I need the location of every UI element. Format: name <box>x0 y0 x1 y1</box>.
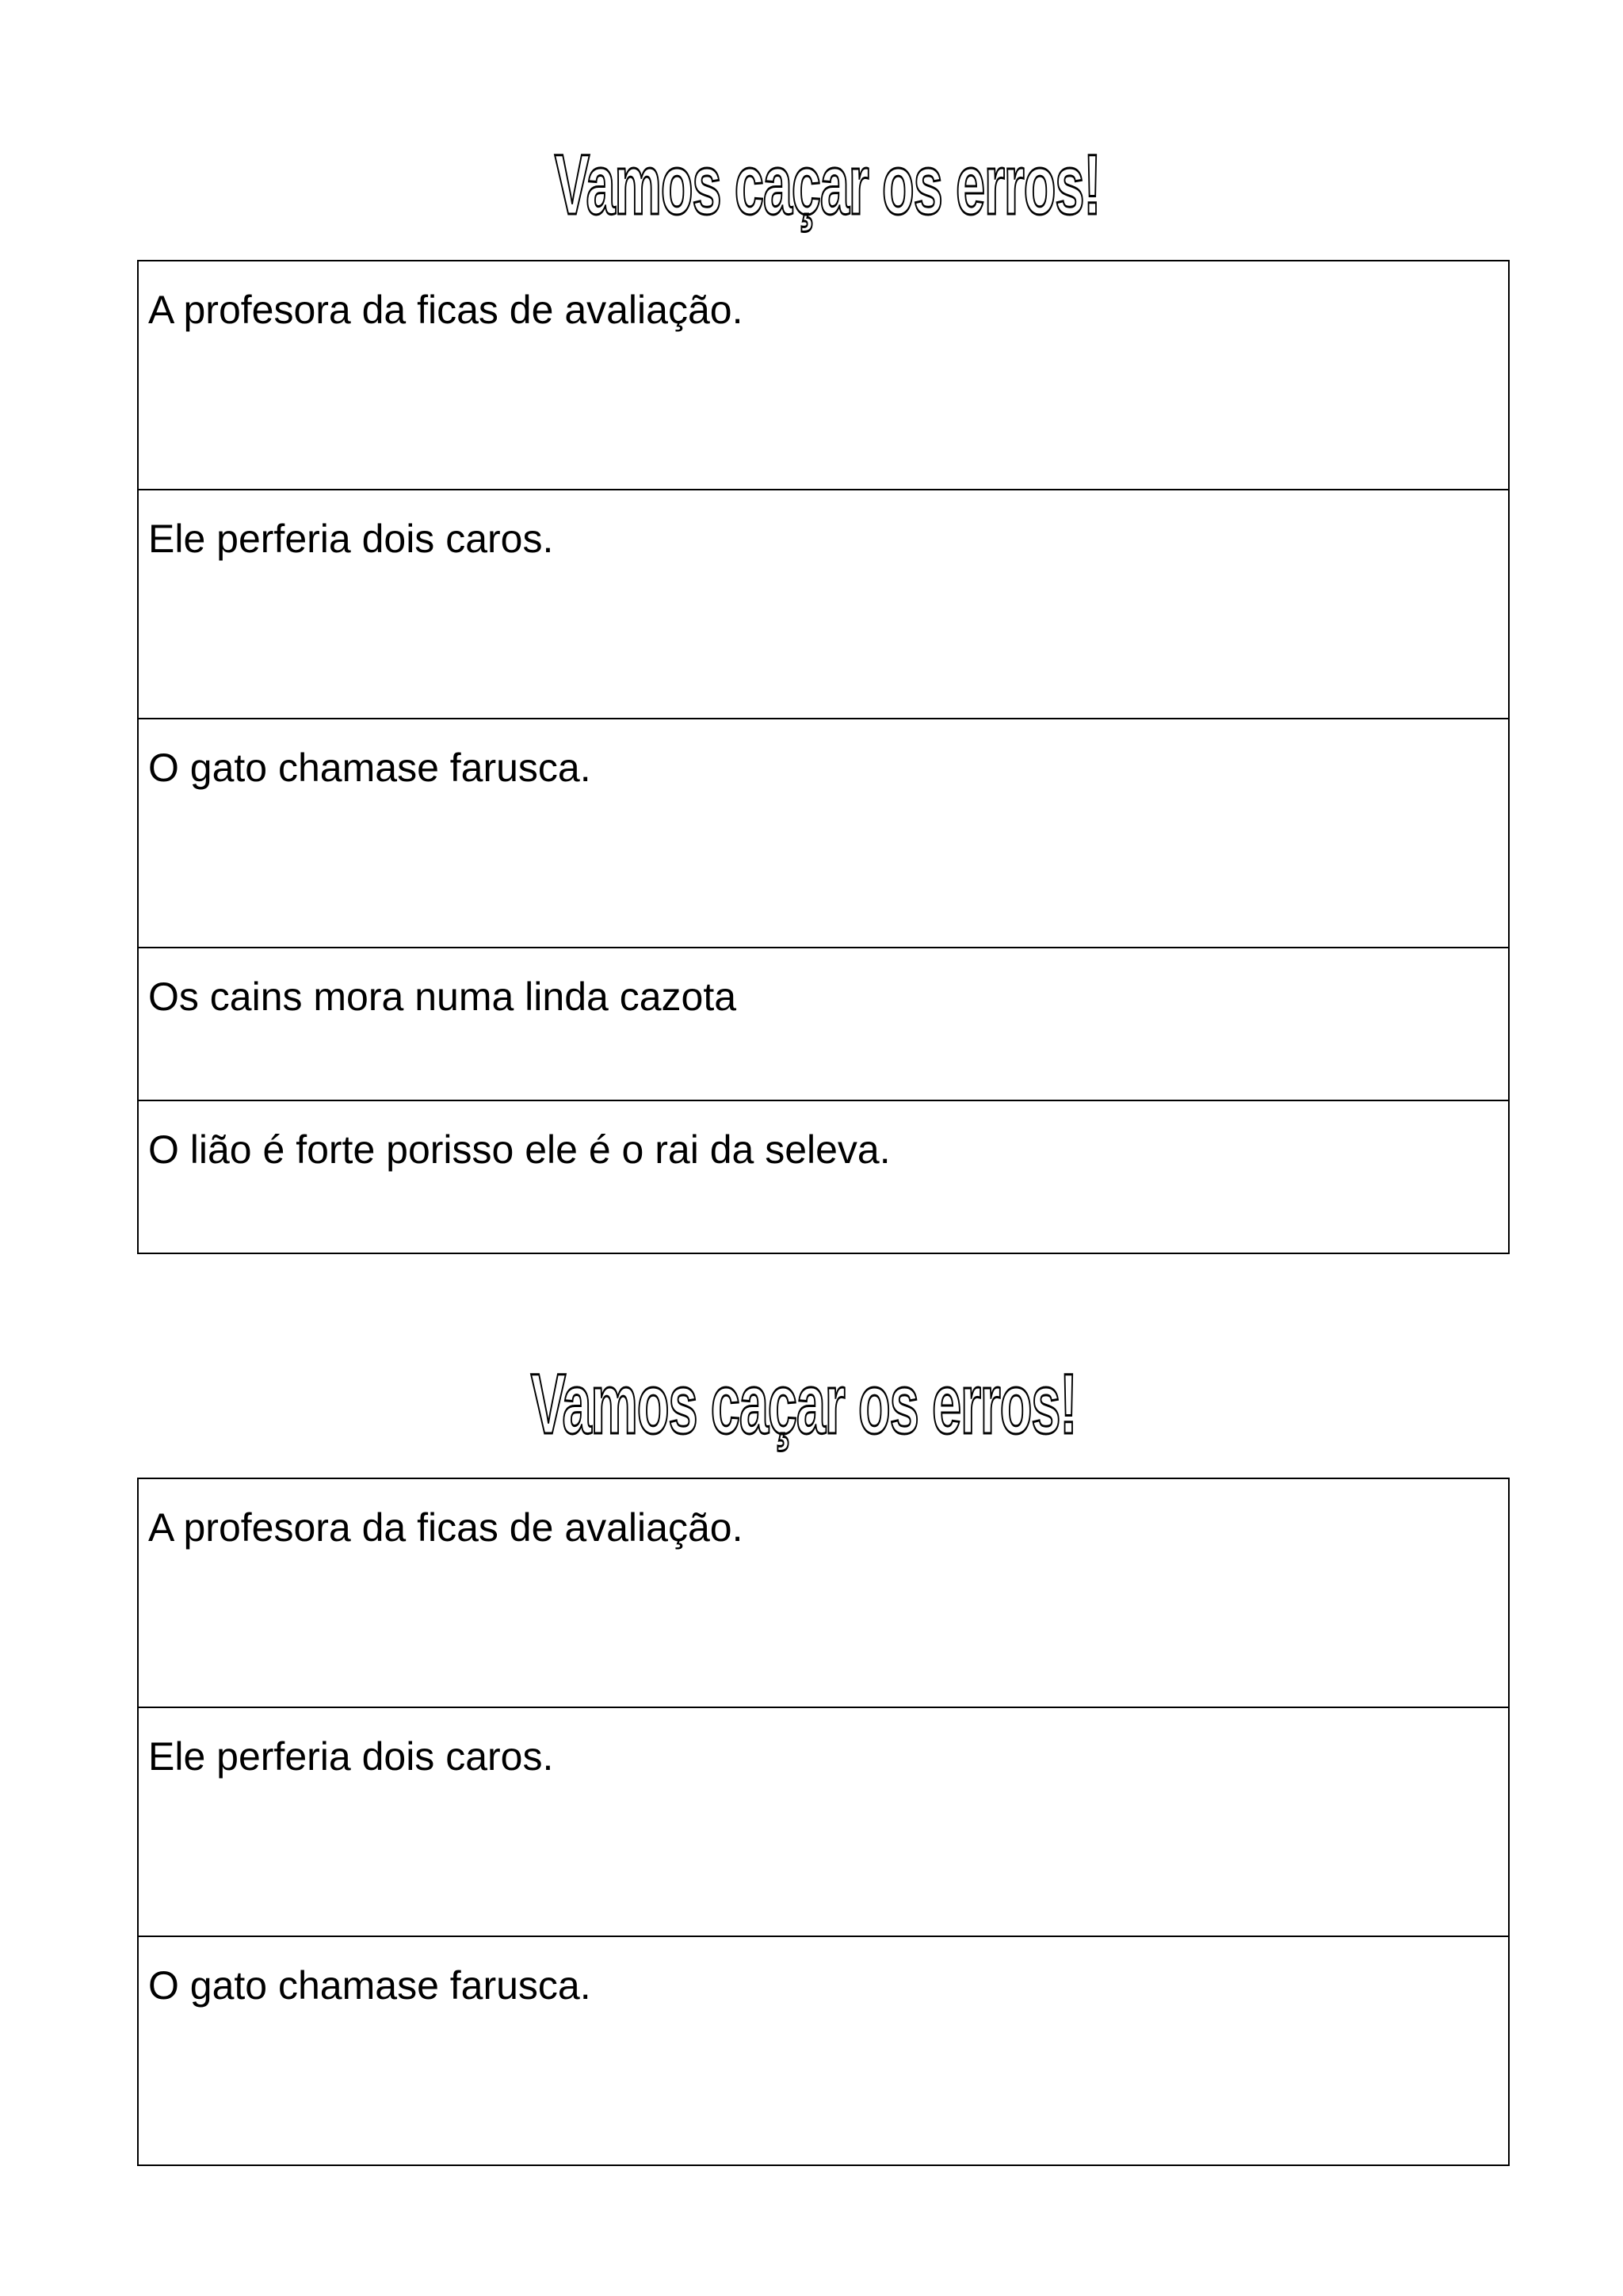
incorrect-sentence: A profesora da ficas de avaliação. <box>148 1505 743 1550</box>
answer-cell[interactable] <box>138 948 1509 1100</box>
worksheet-title: Vamos caçar os erros! <box>530 1356 1077 1451</box>
incorrect-sentence: A profesora da ficas de avaliação. <box>148 288 743 332</box>
exercise-row <box>138 490 1509 719</box>
exercise-table <box>137 1478 1510 2166</box>
answer-cell[interactable] <box>138 1707 1509 1936</box>
exercise-row <box>138 948 1509 1100</box>
worksheet-title: Vamos caçar os erros! <box>554 136 1101 232</box>
incorrect-sentence: O gato chamase farusca. <box>148 746 591 790</box>
incorrect-sentence: Os cains mora numa linda cazota <box>148 974 737 1019</box>
exercise-row <box>138 1707 1509 1936</box>
exercise-row <box>138 261 1509 490</box>
answer-cell[interactable] <box>138 1478 1509 1707</box>
exercise-row <box>138 1478 1509 1707</box>
incorrect-sentence: O lião é forte porisso ele é o rai da seleva. <box>148 1127 891 1172</box>
exercise-row <box>138 719 1509 948</box>
incorrect-sentence: Ele perferia dois caros. <box>148 1734 554 1779</box>
answer-cell[interactable] <box>138 261 1509 490</box>
answer-cell[interactable] <box>138 1100 1509 1253</box>
answer-cell[interactable] <box>138 490 1509 719</box>
answer-cell[interactable] <box>138 719 1509 948</box>
answer-cell[interactable] <box>138 1936 1509 2165</box>
exercise-row <box>138 1100 1509 1253</box>
incorrect-sentence: O gato chamase farusca. <box>148 1963 591 2008</box>
exercise-table <box>137 260 1510 1254</box>
exercise-row <box>138 1936 1509 2165</box>
incorrect-sentence: Ele perferia dois caros. <box>148 517 554 561</box>
